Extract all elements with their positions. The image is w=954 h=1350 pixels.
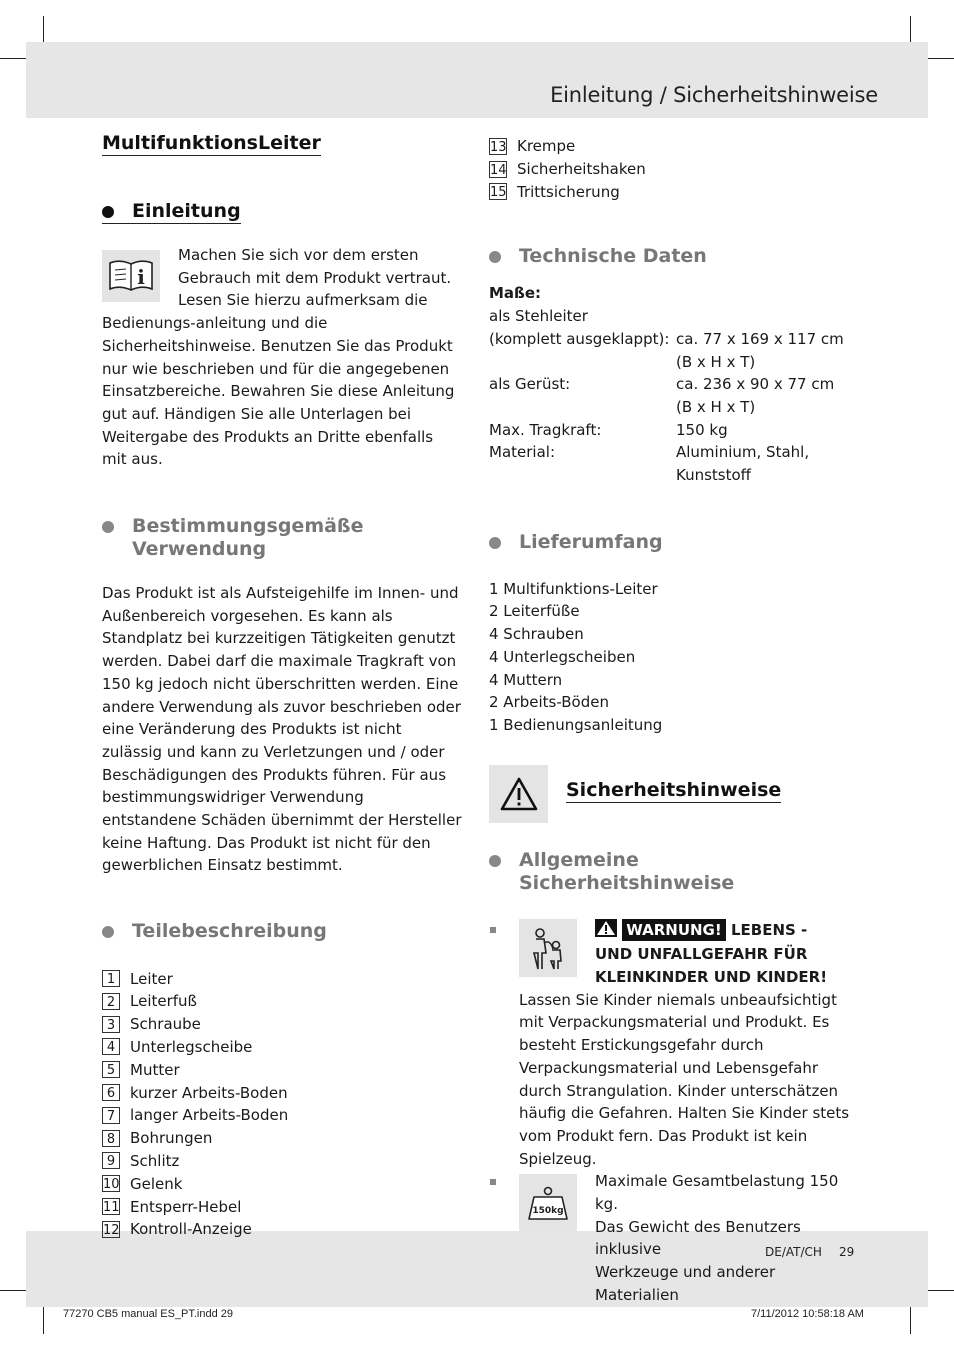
section-heading-einleitung (102, 200, 241, 224)
part-label: Mutter (130, 1060, 180, 1079)
safety-heading-block (489, 765, 859, 823)
weight-150kg-icon (519, 1174, 577, 1232)
heading-text: Lieferumfang (519, 530, 663, 553)
delivery-list (489, 578, 859, 737)
part-item (102, 1058, 462, 1081)
warning-item (489, 919, 859, 1171)
part-number: 11 (103, 1200, 120, 1216)
delivery-item: 4 Schrauben (489, 625, 584, 644)
delivery-item: 4 Unterlegscheiben (489, 647, 636, 666)
text-line: als Stehleiter (489, 307, 588, 326)
crop-mark (926, 58, 954, 59)
bestimmung-paragraph: Das Produkt ist als Aufsteigehilfe im Innen- und Außenbereich vorgesehen. Es kann als Standplatz bei kurzzeitigen Tätigkeiten genutzt werden. Dabei darf die maximale Tragkraft von 150 kg jedoch nicht überschritten werden. Eine andere Verwendung als zuvor beschrieben oder eine Veränderung des Produkts ist nicht zulässig und kann zu Verletzungen und / oder Beschädigungen des Produkts führen. Für aus bestimmungswidriger Verwendung entstandene Schäden übernimmt der Hersteller keine Haftung. Das Produkt ist nicht für den gewerblichen Einsatz bestimmt. (102, 584, 462, 875)
part-item (102, 967, 462, 990)
bullet-dot (489, 251, 501, 263)
right-column (489, 135, 859, 1307)
part-number: 2 (102, 993, 120, 1010)
part-label: Krempe (517, 137, 576, 156)
delivery-item: 1 Bedienungsanleitung (489, 715, 663, 734)
square-bullet (490, 927, 496, 933)
text-line: Gebrauch mit dem Produkt vertraut. (178, 268, 452, 287)
part-label: Gelenk (130, 1174, 183, 1193)
tech-data (489, 282, 859, 486)
part-number: 9 (102, 1152, 120, 1169)
warning-heading-line (595, 919, 859, 944)
crop-mark (0, 58, 28, 59)
footer-language: DE/AT/CH (765, 1245, 822, 1259)
part-item (102, 1013, 462, 1036)
bullet-dot (102, 521, 114, 533)
text-paragraph: Bedienungs-anleitung und die Sicherheitshinweise. Benutzen Sie das Produkt nur wie beschrieben und für die angegebenen Einsatzbereiche. Bewahren Sie diese Anleitung gut auf. Händigen Sie alle Unterlagen bei Weitergabe des Produkts an Dritte ebenfalls mit aus. (102, 314, 455, 469)
spec-value: (B x H x T) (676, 397, 756, 416)
part-item (489, 181, 859, 204)
part-label: Sicherheitshaken (517, 160, 646, 179)
part-item (102, 1218, 462, 1241)
part-number: 7 (102, 1107, 120, 1124)
part-label: Leiter (130, 969, 173, 988)
parts-list (102, 967, 462, 1241)
part-item (102, 1195, 462, 1218)
document-title: MultifunktionsLeiter (102, 132, 321, 154)
spec-value: ca. 77 x 169 x 117 cm (676, 329, 844, 348)
part-label: Schraube (130, 1015, 201, 1034)
part-label: kurzer Arbeits-Boden (130, 1083, 288, 1102)
spec-key: (komplett ausgeklappt): (489, 329, 670, 348)
bullet-dot (489, 855, 501, 867)
load-item (489, 1170, 859, 1306)
part-item (102, 1150, 462, 1173)
delivery-item: 2 Leiterfüße (489, 602, 580, 621)
spec-row (489, 419, 859, 442)
spec-value: Kunststoff (676, 466, 752, 485)
part-label: Kontroll-Anzeige (130, 1220, 252, 1239)
part-item (489, 135, 859, 158)
text-line: Lesen Sie hierzu aufmerksam die (178, 291, 428, 310)
heading-text: Einleitung (132, 200, 241, 222)
spec-row (489, 328, 859, 351)
part-number: 1 (102, 970, 120, 987)
warning-text: UND UNFALLGEFAHR FÜR (595, 945, 808, 964)
part-label: Trittsicherung (517, 182, 620, 201)
warning-small-triangle-icon (595, 919, 617, 944)
print-file-info: 77270 CB5 manual ES_PT.indd 29 (63, 1308, 234, 1320)
part-number: 14 (490, 162, 507, 178)
heading-line: Bestimmungsgemäße (132, 515, 364, 538)
part-number: 8 (102, 1130, 120, 1147)
part-label: Entsperr-Hebel (130, 1197, 242, 1216)
part-label: Bohrungen (130, 1129, 213, 1148)
bullet-dot (102, 926, 114, 938)
bullet-dot (489, 537, 501, 549)
part-number: 12 (103, 1222, 120, 1238)
part-item (102, 1104, 462, 1127)
part-number: 10 (103, 1177, 120, 1193)
section-heading-allgemeine (489, 849, 859, 895)
warning-text: KLEINKINDER UND KINDER! (595, 968, 828, 987)
warning-badge: WARNUNG! (622, 919, 725, 942)
text-line: Machen Sie sich vor dem ersten (178, 246, 419, 264)
part-item (102, 1127, 462, 1150)
part-item (102, 1172, 462, 1195)
part-label: Leiterfuß (130, 992, 198, 1011)
child-warning-icon (519, 919, 577, 977)
spec-value: Aluminium, Stahl, (676, 443, 810, 462)
bullet-dot (102, 206, 114, 218)
heading-text: Teilebeschreibung (132, 920, 327, 943)
warning-paragraph: Lassen Sie Kinder niemals unbeaufsichtigt mit Verpackungsmaterial und Produkt. Es besteht Erstickungsgefahr durch Verpackungsmaterial und Lebensgefahr durch Strangulation. Kinder unterschätzen häufig die Gefahren. Halten Sie Kinder stets vom Produkt fern. Das Produkt ist kein Spielzeug. (519, 990, 850, 1168)
spec-row (489, 373, 859, 396)
part-item (102, 1081, 462, 1104)
section-heading-bestimmung (102, 515, 462, 561)
spec-value: 150 kg (676, 420, 728, 439)
crop-mark (0, 1290, 28, 1291)
svg-text:i: i (137, 265, 145, 289)
warning-text: LEBENS - (730, 920, 808, 939)
spec-row (489, 396, 859, 419)
einleitung-paragraph (102, 244, 462, 471)
spec-value: (B x H x T) (676, 352, 756, 371)
dimensions-label: Maße: (489, 284, 542, 303)
heading-text: Allgemeine Sicherheitshinweise (519, 848, 735, 894)
spec-key: Max. Tragkraft: (489, 420, 602, 439)
delivery-item: 2 Arbeits-Böden (489, 693, 609, 712)
spec-key: Material: (489, 443, 555, 462)
print-datetime: 7/11/2012 10:58:18 AM (751, 1308, 864, 1320)
heading-text: Technische Daten (519, 245, 707, 268)
part-label: Unterlegscheibe (130, 1037, 253, 1056)
left-column (102, 132, 462, 1241)
weight-label: 150kg (532, 1206, 564, 1217)
part-label: Schlitz (130, 1151, 180, 1170)
part-number: 15 (490, 185, 507, 201)
text-line: Werkzeuge und anderer Materialien (595, 1263, 776, 1304)
text-line: Das Gewicht des Benutzers inklusive (595, 1217, 801, 1259)
warning-triangle-icon (489, 765, 548, 823)
spec-row (489, 464, 859, 487)
part-number: 4 (102, 1038, 120, 1055)
spec-row (489, 351, 859, 374)
part-number: 5 (102, 1061, 120, 1078)
section-heading-lieferumfang (489, 531, 859, 554)
delivery-item: 4 Muttern (489, 670, 563, 689)
delivery-item: 1 Multifunktions-Leiter (489, 579, 658, 598)
heading-line: Verwendung (132, 538, 267, 561)
safety-heading: Sicherheitshinweise (566, 778, 782, 801)
section-heading-teile (102, 920, 462, 943)
part-label: langer Arbeits-Boden (130, 1106, 289, 1125)
page-number: 29 (839, 1245, 855, 1259)
spec-key: als Gerüst: (489, 375, 571, 394)
text-line: Maximale Gesamtbelastung 150 kg. (595, 1172, 839, 1214)
crop-mark (926, 1290, 954, 1291)
part-item (102, 1036, 462, 1059)
section-heading-technische-daten (489, 245, 859, 268)
parts-list-continued (489, 135, 859, 203)
part-item (489, 158, 859, 181)
part-item (102, 990, 462, 1013)
square-bullet (490, 1179, 496, 1185)
part-number: 13 (490, 139, 507, 155)
spec-value: ca. 236 x 90 x 77 cm (676, 375, 835, 394)
page-header-title: Einleitung / Sicherheitshinweise (550, 83, 878, 107)
part-number: 3 (102, 1016, 120, 1033)
part-number: 6 (102, 1084, 120, 1101)
info-book-icon (102, 250, 160, 302)
spec-row (489, 441, 859, 464)
